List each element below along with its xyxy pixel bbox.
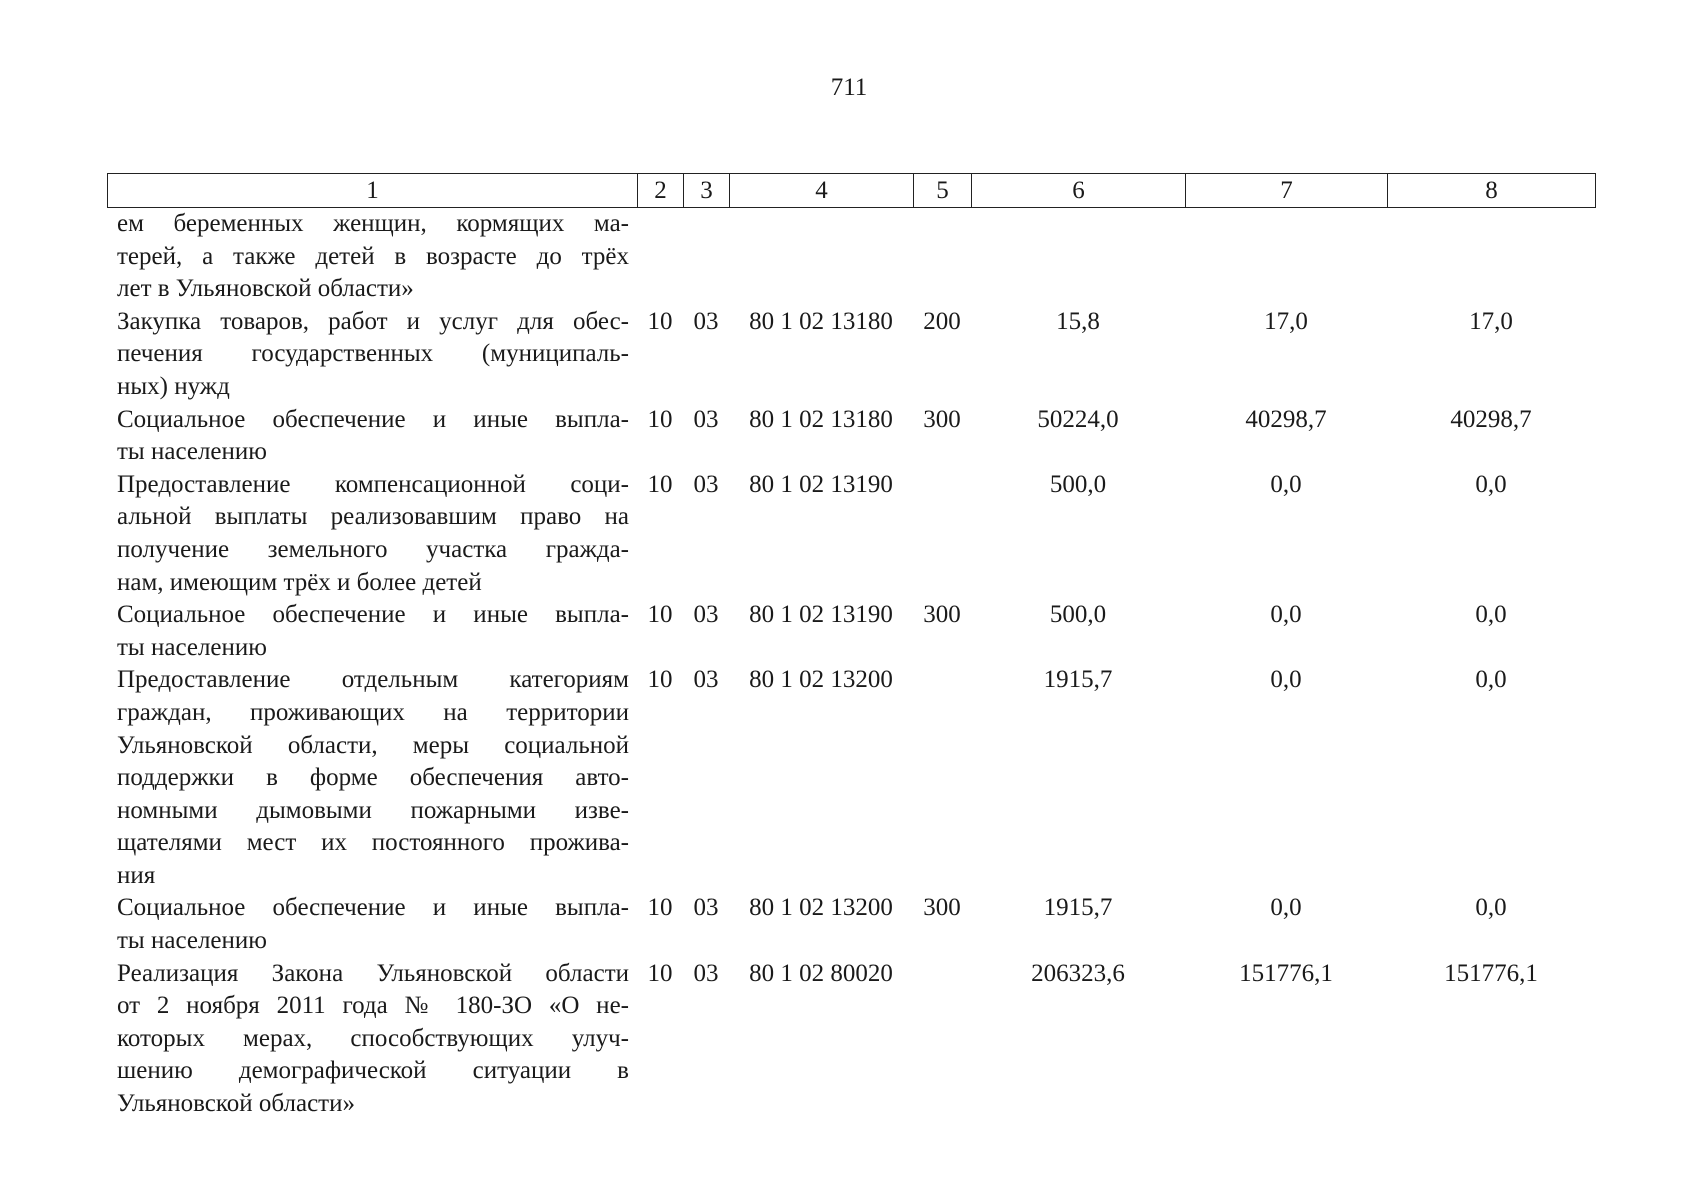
row-subsection-code: 03 (693, 307, 719, 335)
row-amount-col8: 17,0 (1469, 307, 1513, 335)
table-row (107, 404, 1595, 469)
row-amount-col7: 0,0 (1270, 894, 1302, 922)
row-subsection-code: 03 (693, 894, 719, 922)
row-section-code: 10 (647, 601, 673, 629)
column-header-8: 8 (1388, 174, 1596, 208)
row-amount-col8: 40298,7 (1450, 405, 1532, 433)
row-amount-col7: 0,0 (1270, 470, 1302, 498)
row-section-code: 10 (647, 470, 673, 498)
column-header-4: 4 (730, 174, 914, 208)
description-line: Социальное обеспечение и иные выпла- (117, 601, 629, 629)
row-description (107, 208, 637, 306)
row-amount-col6: 50224,0 (1037, 405, 1119, 433)
row-amount-col6: 15,8 (1056, 307, 1100, 335)
row-subsection-code: 03 (693, 666, 719, 694)
row-description (107, 958, 637, 1121)
row-section-code: 10 (647, 307, 673, 335)
column-header-3: 3 (684, 174, 730, 208)
row-expense-type: 200 (923, 307, 961, 335)
column-header-6: 6 (972, 174, 1186, 208)
table-row (107, 208, 1595, 306)
column-header-5: 5 (914, 174, 972, 208)
row-subsection-code: 03 (693, 470, 719, 498)
description-line: шению демографической ситуации в (117, 1057, 629, 1085)
table-row (107, 306, 1595, 404)
column-header-row (108, 174, 1596, 208)
description-line: ты населению (117, 927, 267, 955)
row-amount-col8: 151776,1 (1444, 959, 1538, 987)
row-target-article: 80 1 02 13180 (749, 307, 893, 335)
row-amount-col6: 500,0 (1049, 601, 1107, 629)
row-amount-col7: 17,0 (1264, 307, 1308, 335)
row-description (107, 892, 637, 957)
table-row (107, 469, 1595, 599)
row-section-code: 10 (647, 894, 673, 922)
description-line: от 2 ноября 2011 года № 180-ЗО «О не- (117, 992, 629, 1020)
description-line: которых мерах, способствующих улуч- (117, 1024, 629, 1052)
description-line: поддержки в форме обеспечения авто- (117, 764, 629, 792)
row-amount-col6: 206323,6 (1031, 959, 1125, 987)
description-line: ния (117, 861, 156, 889)
column-header-7: 7 (1186, 174, 1388, 208)
description-line: Закупка товаров, работ и услуг для обес- (117, 307, 629, 335)
description-line: ем беременных женщин, кормящих ма- (117, 210, 629, 237)
row-amount-col8: 0,0 (1475, 894, 1507, 922)
table-row (107, 958, 1595, 1121)
row-amount-col6: 1915,7 (1043, 894, 1113, 922)
description-line: получение земельного участка гражда- (117, 535, 629, 563)
row-description (107, 306, 637, 404)
row-amount-col8: 0,0 (1475, 666, 1507, 694)
row-expense-type: 300 (923, 894, 961, 922)
description-line: лет в Ульяновской области» (117, 275, 414, 303)
row-description (107, 599, 637, 664)
description-line: ных) нужд (117, 372, 230, 400)
row-amount-col7: 0,0 (1270, 601, 1302, 629)
description-line: номными дымовыми пожарными изве- (117, 796, 629, 824)
description-line: нам, имеющим трёх и более детей (117, 568, 482, 596)
row-amount-col7: 0,0 (1270, 666, 1302, 694)
row-description (107, 469, 637, 599)
row-target-article: 80 1 02 80020 (749, 959, 893, 987)
row-target-article: 80 1 02 13200 (749, 666, 893, 694)
description-line: щателями мест их постоянного прожива- (117, 829, 629, 857)
table-body (107, 208, 1595, 1121)
row-amount-col7: 40298,7 (1245, 405, 1327, 433)
description-line: ты населению (117, 633, 267, 661)
row-target-article: 80 1 02 13200 (749, 894, 893, 922)
description-line: Реализация Закона Ульяновской области (117, 959, 629, 987)
row-amount-col8: 0,0 (1475, 601, 1507, 629)
table-row (107, 599, 1595, 664)
row-target-article: 80 1 02 13190 (749, 470, 893, 498)
column-header-1: 1 (108, 174, 638, 208)
column-header-table (107, 173, 1596, 208)
table-row (107, 892, 1595, 957)
row-target-article: 80 1 02 13190 (749, 601, 893, 629)
row-target-article: 80 1 02 13180 (749, 405, 893, 433)
description-line: Ульяновской области, меры социальной (117, 731, 629, 759)
description-line: Предоставление компенсационной соци- (117, 470, 629, 498)
row-amount-col6: 500,0 (1049, 470, 1107, 498)
row-section-code: 10 (647, 959, 673, 987)
description-line: Социальное обеспечение и иные выпла- (117, 405, 629, 433)
description-line: терей, а также детей в возрасте до трёх (117, 242, 629, 270)
row-subsection-code: 03 (693, 601, 719, 629)
page-number: 711 (830, 74, 868, 101)
row-section-code: 10 (647, 405, 673, 433)
description-line: Ульяновской области» (117, 1090, 355, 1118)
row-subsection-code: 03 (693, 405, 719, 433)
row-section-code: 10 (647, 666, 673, 694)
description-line: граждан, проживающих на территории (117, 698, 629, 726)
row-expense-type: 300 (923, 601, 961, 629)
row-amount-col8: 0,0 (1475, 470, 1507, 498)
description-line: печения государственных (муниципаль- (117, 340, 629, 368)
description-line: ты населению (117, 438, 267, 466)
table-row (107, 664, 1595, 892)
row-amount-col7: 151776,1 (1239, 959, 1333, 987)
row-amount-col6: 1915,7 (1043, 666, 1113, 694)
row-description (107, 664, 637, 892)
description-line: Социальное обеспечение и иные выпла- (117, 894, 629, 922)
description-line: Предоставление отдельным категориям (117, 666, 629, 694)
column-header-2: 2 (638, 174, 684, 208)
row-subsection-code: 03 (693, 959, 719, 987)
description-line: альной выплаты реализовавшим право на (117, 503, 629, 531)
row-expense-type: 300 (923, 405, 961, 433)
row-description (107, 404, 637, 469)
